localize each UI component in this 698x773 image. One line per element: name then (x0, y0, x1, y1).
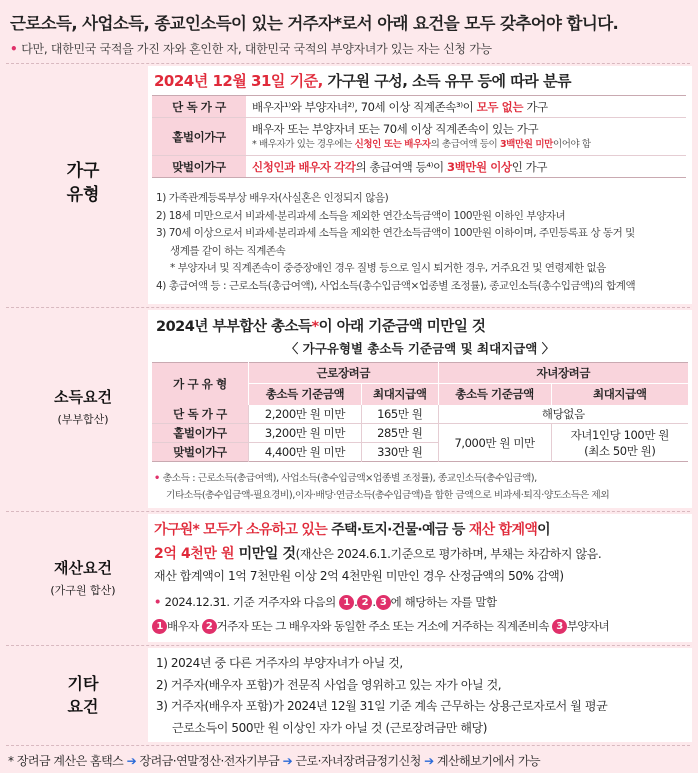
property-line2: 2억 4천만 원 미만일 것(재산은 2024.6.1.기준으로 평가하며, 부채는 차감하지 않음. (154, 546, 602, 562)
property-content (148, 514, 692, 642)
table-header-row (152, 363, 688, 384)
header-note: • 다만, 대한민국 국적을 가진 자와 혼인한 자, 대한민국 국적의 부양자녀가 있는 자는 신청 가능 (10, 42, 492, 56)
arrow-right-icon: ➔ (126, 754, 137, 768)
child-std-cell: 7,000만 원 미만 (438, 424, 551, 462)
list-item: 근로소득이 500만 원 이상인 자가 아닐 것 (근로장려금만 해당) (172, 720, 488, 735)
income-table (152, 362, 688, 462)
type-cell: 단 독 가 구 (152, 96, 246, 118)
circle-one-icon: 1 (152, 619, 167, 634)
household-heading: 2024년 12월 31일 기준, 가구원 구성, 소득 유무 등에 따라 분류 (154, 72, 571, 90)
list-item: 2) 거주자(배우자 포함)가 전문직 사업을 영위하고 있는 자가 아닐 것, (156, 677, 502, 692)
earned-std-header: 총소득 기준금액 (249, 384, 362, 405)
child-std-header: 총소득 기준금액 (438, 384, 551, 405)
income-subheading: 〈 가구유형별 총소득 기준금액 및 최대지급액 〉 (285, 341, 555, 356)
col-type-header: 가 구 유 형 (152, 363, 249, 405)
type-cell: 홑벌이가구 (152, 118, 246, 156)
list-item: 1) 2024년 중 다른 거주자의 부양자녀가 아닐 것, (156, 656, 403, 670)
child-header: 자녀장려금 (438, 363, 688, 384)
table-row (152, 156, 686, 178)
circle-three-icon: 3 (376, 595, 391, 610)
circle-three-icon: 3 (552, 619, 567, 634)
arrow-right-icon: ➔ (424, 754, 434, 768)
type-desc: 배우자 또는 부양자녀 또는 70세 이상 직계존속이 있는 가구 * 배우자가 있는 경우에는 신청인 또는 배우자의 총급여액 등이 3백만원 미만이어야 함 (252, 121, 591, 150)
income-heading: 2024년 부부합산 총소득*이 아래 기준금액 미만일 것 (156, 319, 486, 335)
table-row: 단 독 가 구 2,200만 원 미만 165만 원 해당없음 (152, 405, 688, 424)
table-row (152, 118, 686, 156)
table-row: 맞벌이가구 4,400만 원 미만 330만 원 (152, 443, 688, 462)
type-cell: 맞벌이가구 (152, 156, 246, 178)
list-item: 3) 거주자(배우자 포함)가 2024년 12월 31일 기준 계속 근무하는 상용근로자로서 월 평균 (156, 699, 608, 713)
child-max-header: 최대지급액 (551, 384, 688, 405)
other-label: 기타 요건 (67, 674, 99, 716)
property-items: 1 배우자 2 거주자 또는 그 배우자와 동일한 주소 또는 거소에 거주하는 직계존비속 3 부양자녀 (152, 618, 609, 634)
household-type-table (152, 95, 686, 178)
household-label: 가구 유형 (66, 161, 100, 205)
child-single-cell: 해당없음 (438, 405, 688, 424)
other-content (148, 648, 692, 742)
table-row: 홑벌이가구 3,200만 원 미만 285만 원 7,000만 원 미만 자녀1인당 100만 원 (최소 50만 원) (152, 424, 688, 443)
earned-max-header: 최대지급액 (361, 384, 438, 405)
child-max-cell: 자녀1인당 100만 원 (최소 50만 원) (551, 424, 688, 462)
arrow-right-icon: ➔ (282, 754, 293, 768)
property-note: • 2024.12.31. 기준 거주자와 다음의 1 . 2 . 3 에 해당하는 자를 말함 (154, 595, 497, 609)
page-title: 근로소득, 사업소득, 종교인소득이 있는 거주자*로서 아래 요건을 모두 갖추어야 합니다. (10, 14, 619, 33)
type-desc: 신청인과 배우자 각각의 총급여액 등⁴⁾이 3백만원 이상인 가구 (252, 159, 548, 174)
table-row (152, 96, 686, 118)
household-content (148, 66, 692, 304)
footer-note: * 장려금 계산은 홈택스 ➔ 장려금·연말정산·전자기부금 ➔ 근로·자녀장려금정기신청 ➔ 계산해보기에서 가능 (8, 754, 541, 768)
income-content (148, 310, 692, 508)
other-items (156, 653, 607, 739)
income-footnote: • 총소득 : 근로소득(총급여액), 사업소득(총수입금액×업종별 조정률), 종교인소득(총수입금액), 기타소득(총수입금액-필요경비),이자·배당·연금소득(총수입금액)을 합한 금액으로 비과세·퇴직·양도소득은 제외 (154, 473, 610, 501)
income-label: 소득요건 (부부합산) (54, 388, 112, 426)
circle-one-icon: 1 (339, 595, 354, 610)
circle-two-icon: 2 (357, 595, 372, 610)
property-line1: 가구원* 모두가 소유하고 있는 주택·토지·건물·예금 등 재산 합계액이 (154, 522, 550, 538)
footer-divider (6, 745, 690, 746)
circle-two-icon: 2 (202, 619, 217, 634)
property-label: 재산요건 (가구원 합산) (50, 559, 116, 597)
earned-header: 근로장려금 (249, 363, 439, 384)
property-line3: 재산 합계액이 1억 7천만원 이상 2억 4천만원 미만인 경우 산정금액의 50% 감액) (154, 569, 564, 583)
household-footnotes: 1) 가족관계등록부상 배우자(사실혼은 인정되지 않음) 2) 18세 미만으로서 비과세·분리과세 소득을 제외한 연간소득금액이 100만원 이하인 부양자녀 3) 70세 이상으로서 비과세·분리과세 소득을 제외한 연간소득금액이 100만원 이하이며, 주민등록표 상 동거 및 생계를 같이 하는 직계존속 * 부양자녀 및 직계존속이 중증장애인 경우 질병 등으로 일시 퇴거한 경우, 거주요건 및 연령제한 없음 4) 총급여액 등 : 근로소득(총급여액), 사업소득(총수입금액×업종별 조정률), 종교인소득(총수입금액)의 합계액 (156, 192, 636, 292)
type-desc: 배우자¹⁾와 부양자녀²⁾, 70세 이상 직계존속³⁾이 모두 없는 가구 (252, 99, 548, 114)
